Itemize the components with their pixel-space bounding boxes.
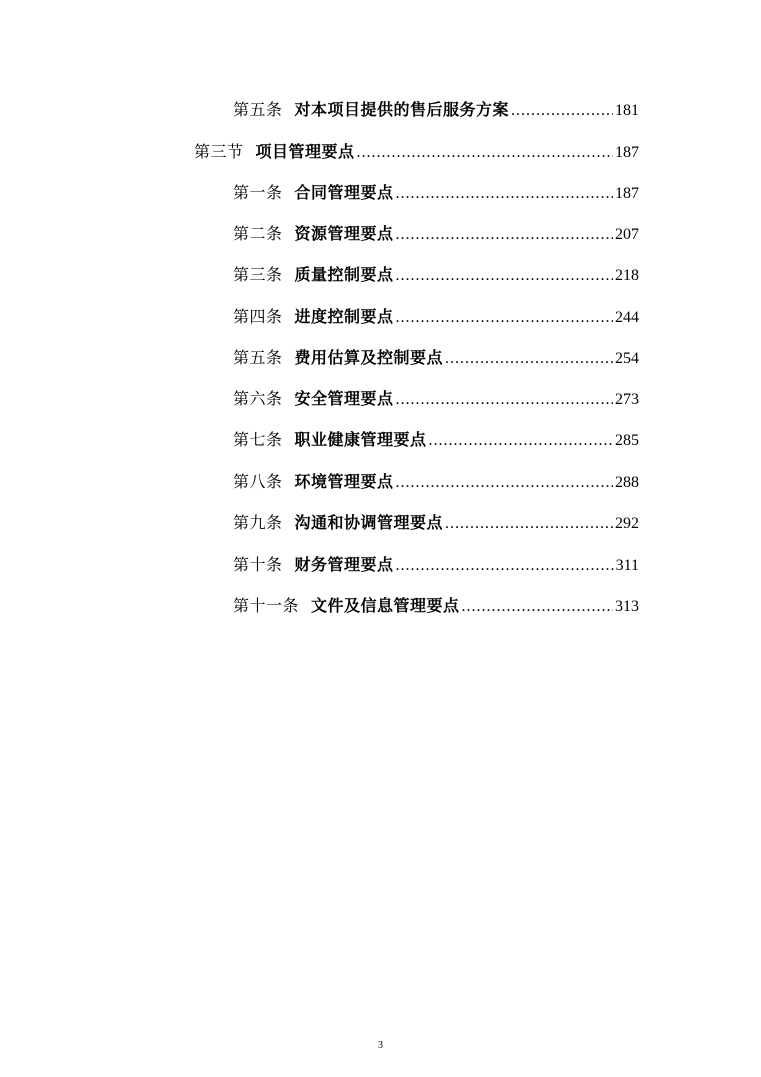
toc-entry-page: 313 [615, 598, 639, 615]
toc-entry-title: 对本项目提供的售后服务方案 [294, 100, 510, 119]
toc-entry-number: 第十条 [233, 555, 283, 574]
toc-leader-dots [396, 305, 613, 330]
toc-entry-number: 第三条 [233, 265, 283, 284]
toc-entry-number: 第五条 [233, 348, 283, 367]
toc-entry-number: 第六条 [233, 389, 283, 408]
toc-entry-number: 第十一条 [233, 596, 300, 615]
toc-entry-title: 文件及信息管理要点 [311, 596, 460, 615]
toc-entry[interactable] [233, 97, 639, 123]
toc-leader-dots [357, 140, 613, 165]
toc-entry-title: 费用估算及控制要点 [294, 348, 444, 367]
toc-entry[interactable] [233, 180, 639, 206]
page-number: 3 [378, 1040, 383, 1051]
toc-leader-dots [396, 553, 614, 578]
toc-entry-title: 项目管理要点 [255, 142, 355, 161]
toc-leader-dots [396, 387, 613, 412]
toc-entry-number: 第二条 [233, 224, 283, 243]
toc-entry[interactable] [233, 593, 639, 619]
toc-entry-number: 第三节 [194, 142, 244, 161]
toc-entry-title: 环境管理要点 [294, 472, 394, 491]
toc-entry-page: 207 [615, 226, 639, 243]
toc-entry-title: 资源管理要点 [294, 224, 394, 243]
toc-entry-number: 第四条 [233, 307, 283, 326]
toc-leader-dots [445, 511, 613, 536]
toc-entry-page: 273 [615, 391, 639, 408]
toc-entry[interactable] [233, 221, 639, 247]
toc-entry[interactable] [233, 386, 639, 412]
toc-entry-page: 218 [615, 267, 639, 284]
toc-entry-title: 进度控制要点 [294, 307, 394, 326]
toc-entry[interactable] [233, 552, 639, 578]
toc-entry-page: 311 [615, 557, 639, 574]
toc-entry-page: 187 [615, 144, 639, 161]
toc-entry-number: 第一条 [233, 183, 283, 202]
toc-entry-page: 244 [615, 309, 639, 326]
toc-leader-dots [396, 470, 613, 495]
toc-entry-title: 财务管理要点 [294, 555, 394, 574]
toc-entry-title: 沟通和协调管理要点 [294, 513, 444, 532]
toc-entry-number: 第五条 [233, 100, 283, 119]
toc-entry-page: 292 [615, 515, 639, 532]
toc-leader-dots [429, 428, 613, 453]
toc-leader-dots [511, 98, 613, 123]
toc-entry[interactable] [233, 510, 639, 536]
toc-entry-page: 181 [615, 102, 639, 119]
toc-leader-dots [396, 263, 613, 288]
toc-entry-number: 第八条 [233, 472, 283, 491]
toc-entry-number: 第九条 [233, 513, 283, 532]
toc-entry[interactable] [194, 139, 639, 165]
toc-entry-title: 安全管理要点 [294, 389, 394, 408]
toc-entry[interactable] [233, 345, 639, 371]
toc-entry-title: 合同管理要点 [294, 183, 394, 202]
toc-entry-page: 285 [615, 432, 639, 449]
toc-entry[interactable] [233, 427, 639, 453]
toc-entry-title: 质量控制要点 [294, 265, 394, 284]
toc-entry[interactable] [233, 262, 639, 288]
toc-leader-dots [396, 181, 613, 206]
toc-entry[interactable] [233, 469, 639, 495]
toc-leader-dots [445, 346, 613, 371]
toc-entry-page: 254 [615, 350, 639, 367]
toc-entry-page: 187 [615, 185, 639, 202]
toc-leader-dots [396, 222, 613, 247]
toc-entry-title: 职业健康管理要点 [294, 430, 427, 449]
toc-entry-number: 第七条 [233, 430, 283, 449]
toc-entry-page: 288 [615, 474, 639, 491]
toc-leader-dots [462, 594, 613, 619]
toc-entry[interactable] [233, 304, 639, 330]
